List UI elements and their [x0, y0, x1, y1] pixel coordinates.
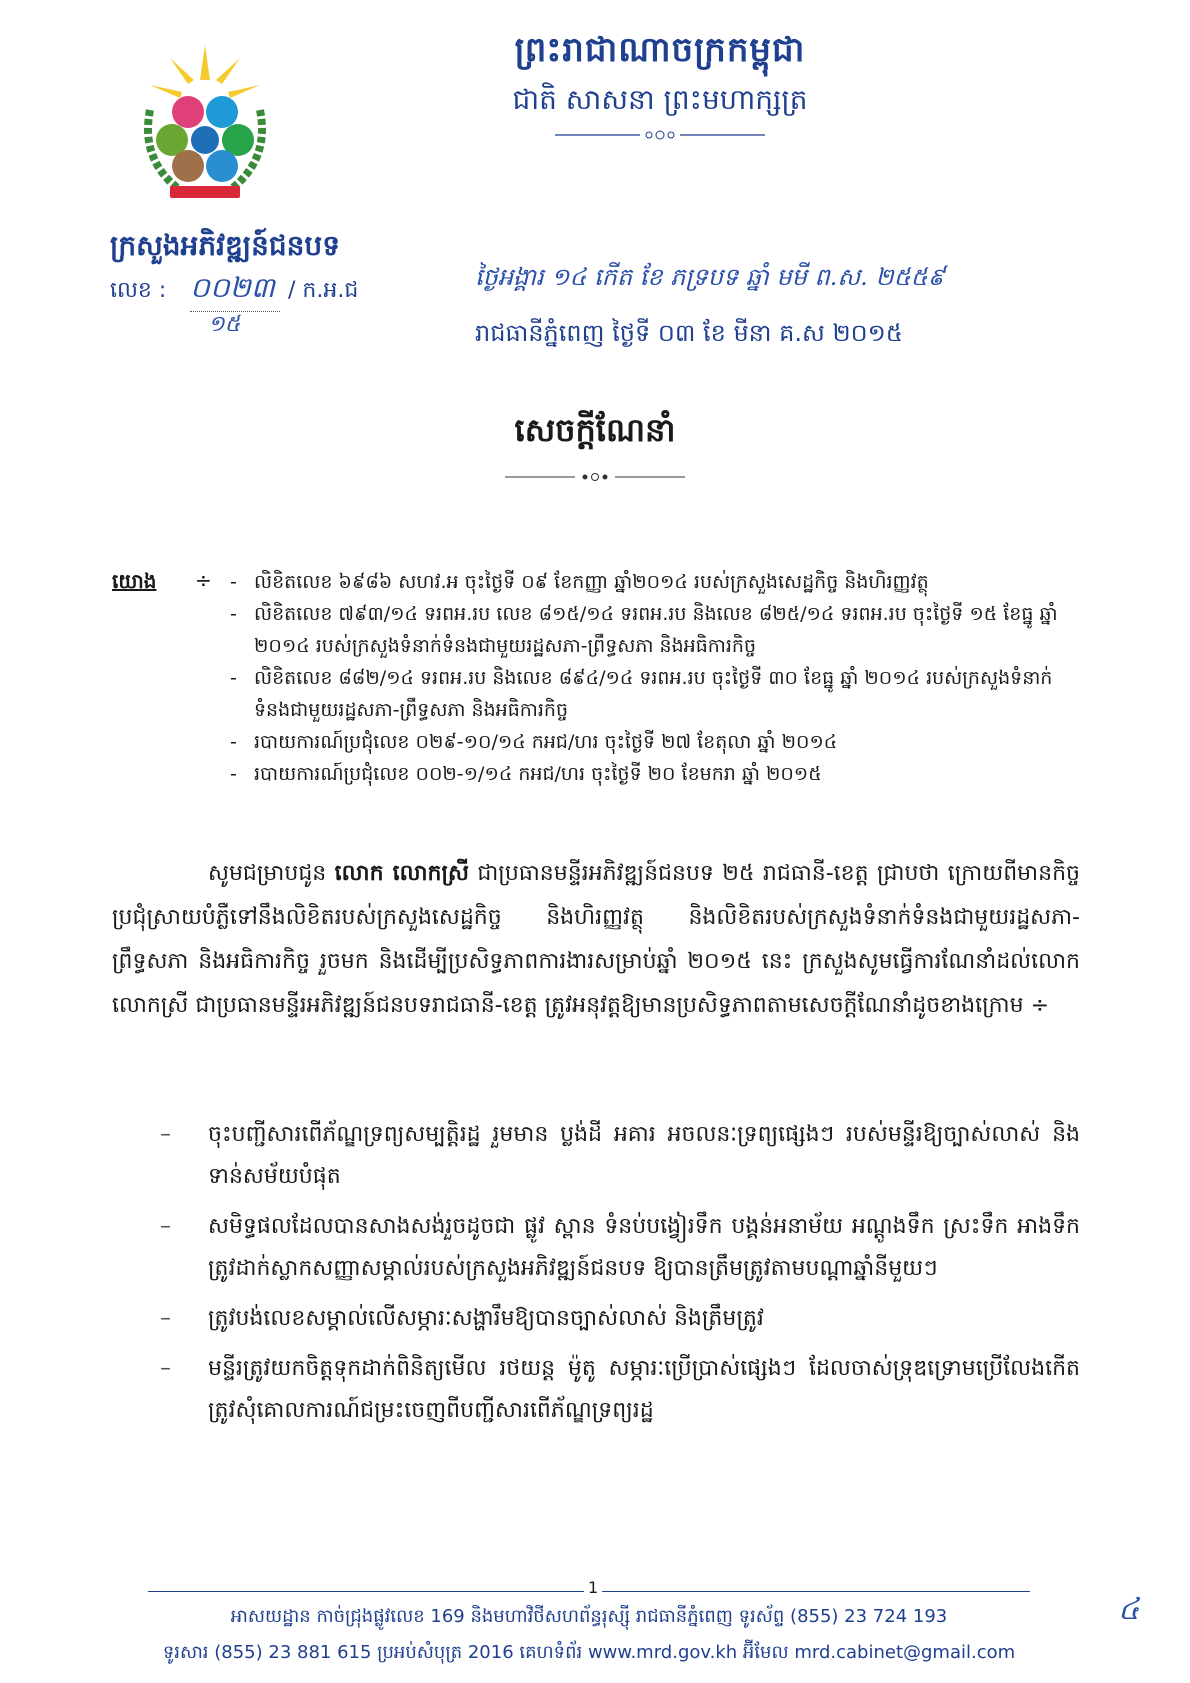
body-paragraph [112, 852, 1080, 1028]
instruction-item: – ត្រូវបង់លេខសម្គាល់លើសម្ភារៈសង្ហារឹមឱ្យបានច្បាស់លាស់ និងត្រឹមត្រូវ [112, 1298, 1080, 1340]
instruction-item: – មន្ទីរត្រូវយកចិត្តទុកដាក់ពិនិត្យមើល រថយន្ត ម៉ូតូ សម្ភារៈប្រើប្រាស់ផ្សេងៗ ដែលចាស់ទ្រុឌទ្រោមប្រើលែងកើត ត្រូវសុំគោលការណ៍ជម្រះចេញពីបញ្ជីសារពើភ័ណ្ឌទ្រព្យរដ្ឋ [112, 1348, 1080, 1432]
ministry-logo [130, 40, 280, 205]
header-ornament [555, 128, 765, 142]
ref-suffix: / ក.អ.ជ [288, 278, 359, 303]
reference-item: - របាយការណ៍ប្រជុំលេខ ០០២-១/១៤ កអជ/ហរ ចុះថ្ងៃទី ២០ ខែមករា ឆ្នាំ ២០១៥ [230, 758, 1080, 790]
kingdom-title: ព្រះរាជាណាចក្រកម្ពុជា [514, 30, 806, 70]
references-list [230, 566, 1080, 790]
ref-label: លេខ : [110, 278, 167, 303]
reference-item: - លិខិតលេខ ៧៩៣/១៤ ទរពអ.រប លេខ ៨១៥/១៤ ទរពអ.រប និងលេខ ៨២៥/១៤ ទរពអ.រប ចុះថ្ងៃទី ១៥ ខែធ្នូ ឆ្នាំ ២០១៤ របស់ក្រសួងទំនាក់ទំនងជាមួយរដ្ឋសភា-ព្រឹទ្ធសភា និងអធិការកិច្ច [230, 598, 1080, 662]
references-label: យោង [112, 569, 157, 593]
references-separator: ÷ [195, 568, 212, 592]
footer-address: អាសយដ្ឋាន កាច់ជ្រុងផ្លូវលេខ 169 និងមហាវិថីសហព័ន្ធរុស្ស៊ី រាជធានីភ្នំពេញ ទូរស័ព្ទ (855) 23 724 193 [230, 1606, 948, 1627]
ministry-name: ក្រសួងអភិវឌ្ឍន៍ជនបទ [110, 229, 340, 262]
instruction-item: – សមិទ្ធផលដែលបានសាងសង់រួចដូចជា ផ្លូវ ស្ពាន ទំនប់បង្វៀរទឹក បង្គន់អនាម័យ អណ្ដូងទឹក ស្រះទឹក អាងទឹក ត្រូវដាក់ស្លាកសញ្ញាសម្គាល់របស់ក្រសួងអភិវឌ្ឍន៍ជនបទ ឱ្យបានត្រឹមត្រូវតាមបណ្ដាឆ្នាំនីមួយៗ [112, 1206, 1080, 1290]
solar-date: រាជធានីភ្នំពេញ ថ្ងៃទី ០៣ ខែ មីនា គ.ស ២០១៥ [475, 319, 903, 347]
instructions-list [112, 1114, 1080, 1440]
handwritten-mark: ៤ [1118, 1592, 1140, 1627]
reference-item: - លិខិតលេខ ៦៩៨៦ សហវ.អ ចុះថ្ងៃទី ០៩ ខែកញ្ញា ឆ្នាំ២០១៤ របស់ក្រសួងសេដ្ឋកិច្ច និងហិរញ្ញវត្ថុ [230, 566, 1080, 598]
title-ornament [505, 470, 685, 484]
addressee-bold: លោក លោកស្រី [334, 861, 469, 886]
ref-number-handwritten: ០០២៣ [190, 270, 280, 312]
reference-number [110, 271, 359, 337]
lunar-date: ថ្ងៃអង្គារ ១៤ កើត ខែ ភទ្របទ ឆ្នាំ មមី ព.ស. ២៥៥៩ [475, 263, 945, 291]
instruction-item: – ចុះបញ្ជីសារពើភ័ណ្ឌទ្រព្យសម្បត្តិរដ្ឋ រួមមាន ប្លង់ដី អគារ អចលនៈទ្រព្យផ្សេងៗ របស់មន្ទីរឱ្យច្បាស់លាស់ និងទាន់សម័យបំផុត [112, 1114, 1080, 1198]
reference-item: - របាយការណ៍ប្រជុំលេខ ០២៩-១០/១៤ កអជ/ហរ ចុះថ្ងៃទី ២៧ ខែតុលា ឆ្នាំ ២០១៤ [230, 726, 1080, 758]
ref-year-handwritten: ១៥ [208, 312, 241, 337]
paragraph-text: ជាប្រធានមន្ទីរអភិវឌ្ឍន៍ជនបទ ២៥ រាជធានី-ខេត្ត ជ្រាបថា ក្រោយពីមានកិច្ចប្រជុំស្រាយបំភ្លឺទៅនឹងលិខិតរបស់ក្រសួងសេដ្ឋកិច្ច និងហិរញ្ញវត្ថុ និងលិខិតរបស់ក្រសួងទំនាក់ទំនងជាមួយរដ្ឋសភា-ព្រឹទ្ធសភា និងអធិការកិច្ច រួចមក និងដើម្បីប្រសិទ្ធភាពការងារសម្រាប់ឆ្នាំ ២០១៥ នេះ ក្រសួងសូមធ្វើការណែនាំដល់លោក លោកស្រី ជាប្រធានមន្ទីរអភិវឌ្ឍន៍ជនបទរាជធានី-ខេត្ត ត្រូវអនុវត្តឱ្យមានប្រសិទ្ធភាពតាមសេចក្ដីណែនាំដូចខាងក្រោម ÷ [112, 861, 1080, 1018]
page-number: 1 [584, 1578, 602, 1597]
national-motto: ជាតិ សាសនា ព្រះមហាក្សត្រ [512, 83, 808, 116]
footer-contact: ទូរសារ (855) 23 881 615 ប្រអប់សំបុត្រ 2016 គេហទំព័រ www.mrd.gov.kh អ៊ីមែល mrd.cabinet@gmail.com [162, 1642, 1016, 1663]
document-title: សេចក្ដីណែនាំ [514, 411, 676, 449]
paragraph-intro: សូមជម្រាបជូន [208, 861, 335, 886]
reference-item: - លិខិតលេខ ៨៨២/១៤ ទរពអ.រប និងលេខ ៨៩៤/១៤ ទរពអ.រប ចុះថ្ងៃទី ៣០ ខែធ្នូ ឆ្នាំ ២០១៤ របស់ក្រសួងទំនាក់ទំនងជាមួយរដ្ឋសភា-ព្រឹទ្ធសភា និងអធិការកិច្ច [230, 662, 1080, 726]
